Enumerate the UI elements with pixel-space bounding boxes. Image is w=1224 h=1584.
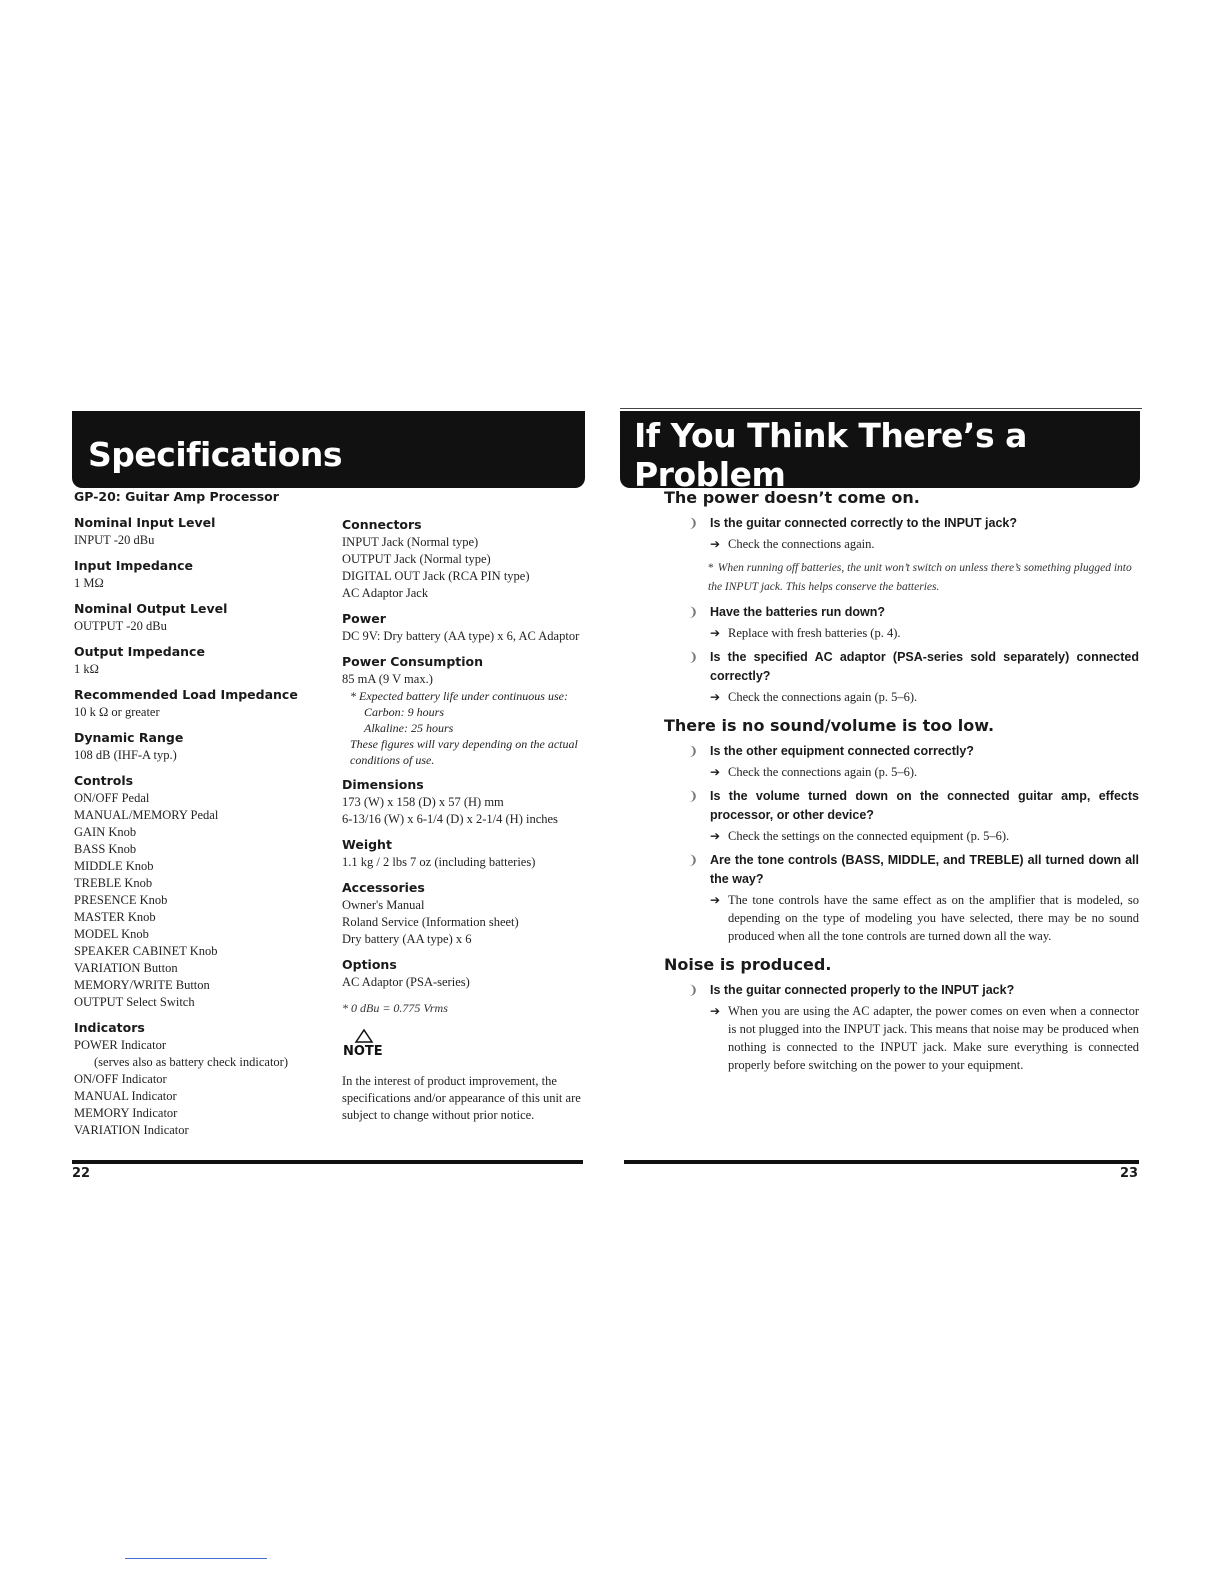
spec-value: AC Adaptor Jack [342,586,429,600]
spec-value: OUTPUT -20 dBu [74,619,167,633]
troubleshooting-column [664,488,1139,1084]
problem-title: If You Think There’s a Problem [634,415,1027,494]
spec-heading: Output Impedance [74,644,205,659]
spec-block [342,878,592,948]
spec-value: BASS Knob [74,842,137,856]
question-bullet-icon: ❩ [688,516,699,530]
question-bullet-icon: ❩ [688,789,699,803]
note-label: NOTE [343,1044,383,1058]
answer-row [710,1002,1139,1074]
spec-heading: Input Impedance [74,558,193,573]
spec-block [74,642,334,678]
spec-block [74,513,334,549]
spec-value: 10 k Ω or greater [74,705,160,719]
question-text: Are the tone controls (BASS, MIDDLE, and TREBLE) all turned down all the way? [710,853,1139,886]
spec-block [74,728,334,764]
spec-value: 1 kΩ [74,662,99,676]
spec-value: POWER Indicator [74,1038,166,1052]
question-text: Is the other equipment connected correctly? [710,744,974,758]
question-text: Have the batteries run down? [710,605,886,619]
spec-heading: Weight [342,837,392,852]
spec-heading: Power Consumption [342,654,484,669]
battery-alkaline: Alkaline: 25 hours [364,721,454,735]
spec-value: VARIATION Button [74,961,178,975]
spec-value: Owner's Manual [342,898,425,912]
spec-power-consumption [342,652,592,768]
question-bullet-icon: ❩ [688,853,699,867]
answer-text: Check the connections again (p. 5–6). [728,690,918,704]
spec-list-right-lower [342,775,592,991]
battery-note-tail: These figures will vary depending on the actual conditions of use. [350,737,578,767]
answer-row [710,891,1139,945]
spec-value: 1 MΩ [74,576,104,590]
spec-heading: Dynamic Range [74,730,184,745]
question-row [688,603,1139,622]
spec-value: MANUAL Indicator [74,1089,177,1103]
spec-value: MANUAL/MEMORY Pedal [74,808,219,822]
question-row [688,648,1139,686]
problem-section [664,716,1139,945]
arrow-right-icon: ➔ [710,829,721,843]
spec-value: ON/OFF Indicator [74,1072,167,1086]
spec-heading: Nominal Input Level [74,515,216,530]
spec-value: PRESENCE Knob [74,893,168,907]
answer-row [710,827,1139,845]
spec-block [342,835,592,871]
question-bullet-icon: ❩ [688,650,699,664]
answer-row [710,535,1139,553]
answer-text: Check the settings on the connected equipment (p. 5–6). [728,829,1010,843]
note-pen-icon [342,1028,592,1063]
spec-value: MIDDLE Knob [74,859,154,873]
note-text: In the interest of product improvement, the specifications and/or appearance of this unit are subject to change without prior notice. [342,1074,581,1122]
tip-note [700,559,1139,597]
answer-text: Replace with fresh batteries (p. 4). [728,626,901,640]
page-rule-right [624,1160,1139,1164]
arrow-right-icon: ➔ [710,765,721,779]
answer-text: The tone controls have the same effect as on the amplifier that is modeled, so depending on the type of modeling you have selected, there may be no sound produced when all the tone controls are turned down all the way. [728,893,1139,943]
answer-row [710,624,1139,642]
dbu-footnote: * 0 dBu = 0.775 Vrms [342,1001,448,1015]
question-text: Is the specified AC adaptor (PSA-series sold separately) connected correctly? [710,650,1139,683]
answer-text: Check the connections again. [728,537,875,551]
question-row [688,742,1139,761]
spec-value: ON/OFF Pedal [74,791,150,805]
tip-text: When running off batteries, the unit won’t switch on unless there’s something plugged into the INPUT jack. This helps conserve the batteries. [708,562,1132,593]
spec-heading: Recommended Load Impedance [74,687,298,702]
question-text: Is the guitar connected correctly to the INPUT jack? [710,516,1018,530]
question-row [688,787,1139,825]
spec-block [342,609,592,645]
problem-section [664,488,1139,706]
scan-mark-line [125,1558,267,1559]
spec-list-right [342,515,592,645]
problem-heading: Noise is produced. [664,955,832,974]
spec-block [74,771,334,1011]
spec-column-left [74,489,334,1146]
spec-value: GAIN Knob [74,825,137,839]
spec-value: MEMORY Indicator [74,1106,178,1120]
spec-value: 85 mA (9 V max.) [342,672,433,686]
spec-heading: Controls [74,773,134,788]
spec-heading: Connectors [342,517,422,532]
spec-heading: Power [342,611,386,626]
spec-block [342,955,592,991]
spec-list-left [74,513,334,1011]
problem-heading: There is no sound/volume is too low. [664,716,995,735]
spec-column-right [342,515,592,1124]
battery-note-title: * Expected battery life under continuous use: [350,689,568,703]
question-text: Is the volume turned down on the connected guitar amp, effects processor, or other device? [710,789,1139,822]
arrow-right-icon: ➔ [710,893,721,907]
answer-text: Check the connections again (p. 5–6). [728,765,918,779]
spec-heading: Options [342,957,397,972]
asterisk-icon: * [708,562,714,574]
spec-block [342,775,592,828]
product-subtitle: GP-20: Guitar Amp Processor [74,489,279,504]
spec-heading: Accessories [342,880,425,895]
spec-value: AC Adaptor (PSA-series) [342,975,470,989]
specifications-banner [72,411,585,488]
question-bullet-icon: ❩ [688,983,699,997]
arrow-right-icon: ➔ [710,1004,721,1018]
spec-block [74,556,334,592]
spec-indicators [74,1018,334,1139]
spec-value: MASTER Knob [74,910,156,924]
top-hairline [620,408,1142,409]
spec-value: MODEL Knob [74,927,149,941]
spec-value: MEMORY/WRITE Button [74,978,210,992]
battery-carbon: Carbon: 9 hours [364,705,445,719]
question-bullet-icon: ❩ [688,744,699,758]
spec-value: 6-13/16 (W) x 6-1/4 (D) x 2-1/4 (H) inches [342,812,558,826]
spec-value: OUTPUT Jack (Normal type) [342,552,491,566]
spec-value: INPUT -20 dBu [74,533,155,547]
battery-life-note [342,688,592,768]
spec-value: SPEAKER CABINET Knob [74,944,218,958]
problem-banner [620,411,1140,494]
spec-value: 1.1 kg / 2 lbs 7 oz (including batteries) [342,855,536,869]
spec-value: TREBLE Knob [74,876,153,890]
arrow-right-icon: ➔ [710,537,721,551]
answer-row [710,763,1139,781]
spec-value: Dry battery (AA type) x 6 [342,932,472,946]
spec-value: 173 (W) x 158 (D) x 57 (H) mm [342,795,504,809]
specifications-title: Specifications [88,435,343,474]
question-row [688,514,1139,533]
question-row [688,981,1139,1000]
spec-heading: Nominal Output Level [74,601,228,616]
spec-value: DIGITAL OUT Jack (RCA PIN type) [342,569,530,583]
spec-block [342,515,592,602]
arrow-right-icon: ➔ [710,626,721,640]
spec-block [74,599,334,635]
spec-value: VARIATION Indicator [74,1123,189,1137]
problem-heading: The power doesn’t come on. [664,488,920,507]
question-row [688,851,1139,889]
spec-value: DC 9V: Dry battery (AA type) x 6, AC Adaptor [342,629,580,643]
spec-heading: Dimensions [342,777,424,792]
page-number-left: 22 [72,1166,91,1181]
spec-block [74,685,334,721]
page-rule-left [72,1160,583,1164]
page-number-right: 23 [1120,1166,1139,1181]
answer-row [710,688,1139,706]
spec-value: Roland Service (Information sheet) [342,915,519,929]
answer-text: When you are using the AC adapter, the power comes on even when a connector is not plugged into the INPUT jack. This means that noise may be produced when nothing is connected to the INPUT jack. Make sure everything is connected properly before switching on the power to your equipment. [728,1004,1139,1072]
problem-section [664,955,1139,1074]
arrow-right-icon: ➔ [710,690,721,704]
spec-value: 108 dB (IHF-A typ.) [74,748,177,762]
question-bullet-icon: ❩ [688,605,699,619]
indicator-list [74,1071,334,1139]
spec-value: (serves also as battery check indicator) [94,1055,289,1069]
question-text: Is the guitar connected properly to the INPUT jack? [710,983,1015,997]
spec-value: OUTPUT Select Switch [74,995,195,1009]
note-icon-graphic [342,1028,386,1058]
spec-heading: Indicators [74,1020,145,1035]
spec-value: INPUT Jack (Normal type) [342,535,479,549]
